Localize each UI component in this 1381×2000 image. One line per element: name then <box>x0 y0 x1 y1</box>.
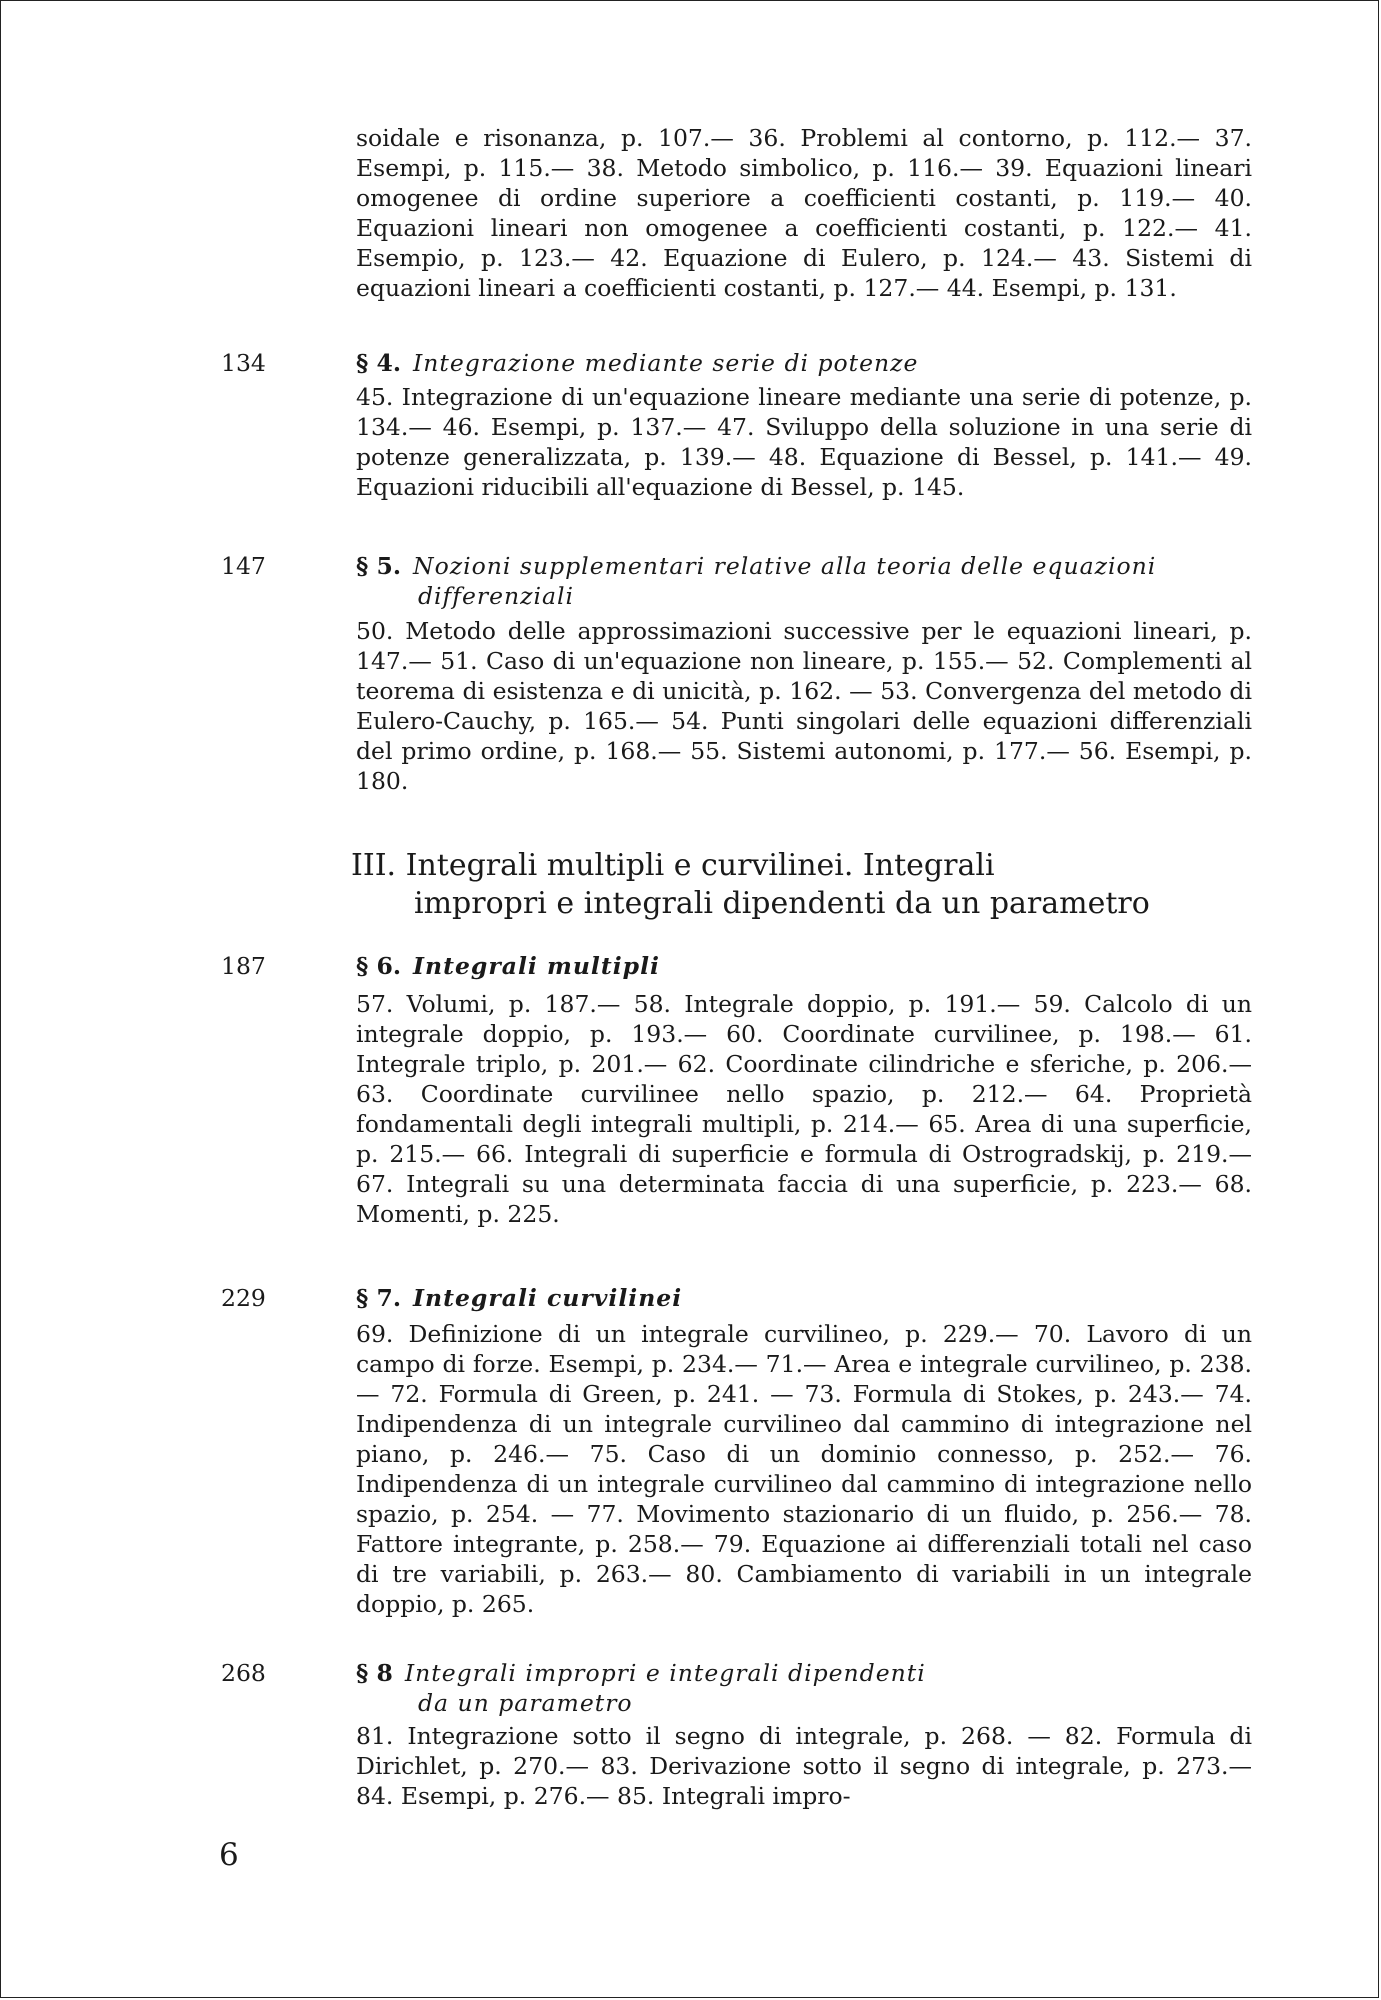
chapter-heading-line-1: III. Integrali multipli e curvilinei. Integrali <box>351 848 995 883</box>
section-7-heading <box>356 1283 1256 1313</box>
section-5-title-continued: differenziali <box>418 582 575 610</box>
section-7-page-number: 229 <box>221 1284 266 1312</box>
section-7-title: Integrali curvilinei <box>413 1284 683 1312</box>
section-8-title-continued: da un parametro <box>418 1689 633 1717</box>
section-4-title: Integrazione mediante serie di potenze <box>413 349 919 377</box>
section-6-text: 57. Volumi, p. 187.— 58. Integrale doppio, p. 191.— 59. Calcolo di un integrale doppio, p. 193.— 60. Coordinate curvilinee, p. 198.— 61. Integrale triplo, p. 201.— 62. Coordinate cilindriche e sferiche, p. 206.— 63. Coordinate curvilinee nello spazio, p. 212.— 64. Proprietà fondamentali degli integrali multipli, p. 214.— 65. Area di una superficie, p. 215.— 66. Integrali di superficie e formula di Ostrogradskij, p. 219.— 67. Integrali su una determinata faccia di una superficie, p. 223.— 68. Momenti, p. 225. <box>356 990 1252 1228</box>
section-4-text: 45. Integrazione di un'equazione lineare mediante una serie di potenze, p. 134.— 46. Esempi, p. 137.— 47. Sviluppo della soluzione in una serie di potenze generalizzata, p. 139.— 48. Equazione di Bessel, p. 141.— 49. Equazioni riducibili all'equazione di Bessel, p. 145. <box>356 383 1252 501</box>
section-5-heading <box>356 551 1256 611</box>
section-6-title: Integrali multipli <box>413 952 660 980</box>
section-5-title: Nozioni supplementari relative alla teoria delle equazioni <box>413 552 1157 580</box>
chapter-heading-line-2: impropri e integrali dipendenti da un parametro <box>414 886 1150 921</box>
section-5-page-number: 147 <box>221 552 266 580</box>
section-6-mark: § 6. <box>356 952 402 980</box>
section-6-heading <box>356 951 1256 981</box>
section-4-heading <box>356 348 1256 378</box>
section-8-title: Integrali impropri e integrali dipendenti <box>404 1659 926 1687</box>
page-number: 6 <box>219 1837 239 1873</box>
section-5-text: 50. Metodo delle approssimazioni successive per le equazioni lineari, p. 147.— 51. Caso di un'equazione non lineare, p. 155.— 52. Complementi al teorema di esistenza e di unicità, p. 162. — 53. Convergenza del metodo di Eulero-Cauchy, p. 165.— 54. Punti singolari delle equazioni differenziali del primo ordine, p. 168.— 55. Sistemi autonomi, p. 177.— 56. Esempi, p. 180. <box>356 617 1252 795</box>
section-6-page-number: 187 <box>221 952 266 980</box>
section-7-text: 69. Definizione di un integrale curvilineo, p. 229.— 70. Lavoro di un campo di forze. Esempi, p. 234.— 71.— Area e integrale curvilineo, p. 238.— 72. Formula di Green, p. 241. — 73. Formula di Stokes, p. 243.— 74. Indipendenza di un integrale curvilineo dal cammino di integrazione nel piano, p. 246.— 75. Caso di un dominio connesso, p. 252.— 76. Indipendenza di un integrale curvilineo dal cammino di integrazione nello spazio, p. 254. — 77. Movimento stazionario di un fluido, p. 256.— 78. Fattore integrante, p. 258.— 79. Equazione ai differenziali totali nel caso di tre variabili, p. 263.— 80. Cambiamento di variabili in un integrale doppio, p. 265. <box>356 1320 1252 1618</box>
section-8-page-number: 268 <box>221 1659 266 1687</box>
chapter-heading <box>351 847 1251 923</box>
section-8-text: 81. Integrazione sotto il segno di integrale, p. 268. — 82. Formula di Dirichlet, p. 270.— 83. Derivazione sotto il segno di integrale, p. 273.— 84. Esempi, p. 276.— 85. Integrali impro- <box>356 1722 1252 1810</box>
section-5-mark: § 5. <box>356 552 402 580</box>
toc-continuation-text: soidale e risonanza, p. 107.— 36. Problemi al contorno, p. 112.— 37. Esempi, p. 115.— 38. Metodo simbolico, p. 116.— 39. Equazioni lineari omogenee di ordine superiore a coefficienti costanti, p. 119.— 40. Equazioni lineari non omogenee a coefficienti costanti, p. 122.— 41. Esempio, p. 123.— 42. Equazione di Eulero, p. 124.— 43. Sistemi di equazioni lineari a coefficienti costanti, p. 127.— 44. Esempi, p. 131. <box>356 124 1252 302</box>
section-4-mark: § 4. <box>356 349 402 377</box>
section-8-heading <box>356 1658 1256 1718</box>
section-4-page-number: 134 <box>221 349 266 377</box>
section-8-mark: § 8 <box>356 1659 393 1687</box>
section-7-mark: § 7. <box>356 1284 402 1312</box>
